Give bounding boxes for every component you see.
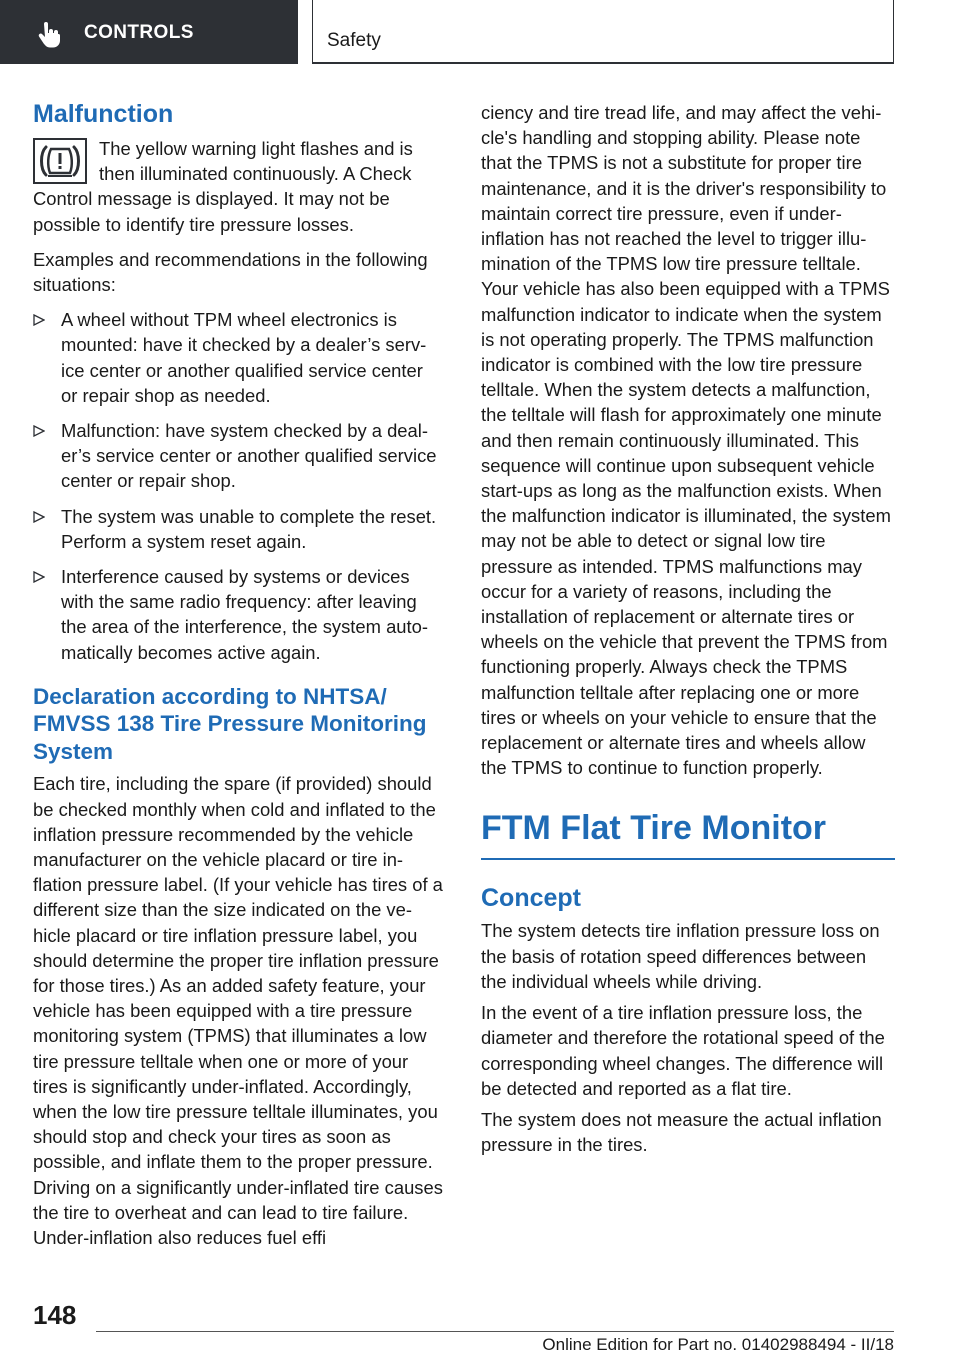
declaration-continued-text: ciency and tire tread life, and may affect the vehicle's handling and stopping ability. Please note that the TPMS is not a substitute for proper tire maintenance, and it is the driver's responsibility to maintain correct tire pressure, even if under-inflation has not reached the level to trigger illumination of the TPMS low tire pressure telltale. Your vehicle has also been equipped with a TPMS malfunction indicator to indicate when the system is not operating properly. The TPMS malfunction indicator is combined with the low tire pressure telltale. When the system detects a malfunction, the telltale will flash for approximately one minute and then remain continuously illuminated. This sequence will continue upon subsequent vehicle start-ups as long as the malfunction exists. When the malfunction indicator is illuminated, the system may not be able to detect or signal low tire pressure as intended. TPMS malfunctions may occur for a variety of reasons, including the installation of replacement or alternate tires or wheels on the vehicle that prevent the TPMS from functioning properly. Always check the TPMS malfunction telltale after replacing one or more tires or wheels on your vehicle to ensure that the replacement or alternate tires and wheels allow the TPMS to continue to function properly. — [481, 102, 891, 779]
header-section-tab — [0, 0, 298, 64]
tire-pressure-warning-icon — [33, 138, 87, 184]
list-item: The system was unable to complete the reset. Perform a system reset again. — [33, 504, 443, 554]
declaration-heading: Declaration according to NHTSA/ FMVSS 138 Tire Pressure Monitoring System — [33, 683, 427, 764]
list-item: Malfunction: have system checked by a dealer’s service center or another qualified service center or repair shop. — [33, 418, 443, 494]
malfunction-heading: Malfunction — [33, 100, 174, 128]
concept-paragraph-2: In the event of a tire inflation pressure loss, the diameter and therefore the rotational speed of the corresponding wheel changes. The difference will be detected and reported as a flat tire. — [481, 1002, 885, 1099]
triangle-bullet-icon — [33, 571, 45, 583]
triangle-bullet-icon — [33, 511, 45, 523]
page-number: 148 — [33, 1300, 77, 1330]
examples-text: Examples and recommendations in the following situations: — [33, 248, 428, 296]
concept-heading: Concept — [481, 884, 581, 913]
section-title: CONTROLS — [84, 22, 194, 43]
hand-pointer-icon — [38, 22, 62, 48]
concept-paragraph-1: The system detects tire inflation pressure loss on the basis of rotation speed differences between the individual wheels while driving. — [481, 920, 880, 992]
chapter-title: Safety — [327, 30, 381, 51]
malfunction-block — [33, 136, 443, 237]
header-chapter-tab — [312, 0, 894, 64]
list-item: Interference caused by systems or devices with the same radio frequency: after leaving the area of the interference, the system automatically becomes active again. — [33, 564, 443, 665]
declaration-text: Each tire, including the spare (if provided) should be checked monthly when cold and inflated to the inflation pressure recommended by the vehicle manufacturer on the vehicle placard or tire inflation pressure label. (If your vehicle has tires of a different size than the size indicated on the vehicle placard or tire inflation pressure label, you should determine the proper tire inflation pressure for those tires.) As an added safety feature, your vehicle has been equipped with a tire pressure monitoring system (TPMS) that illuminates a low tire pressure telltale when one or more of your tires is significantly under-inflated. Accordingly, when the low tire pressure telltale illuminates, you should stop and check your tires as soon as possible, and inflate them to the proper pressure. Driving on a significantly under-inflated tire causes the tire to overheat and can lead to tire failure. Under-inflation also reduces fuel effi — [33, 773, 443, 1249]
triangle-bullet-icon — [33, 425, 45, 437]
right-column — [481, 100, 895, 1157]
footer-edition: Online Edition for Part no. 01402988494 - II/18 — [542, 1335, 894, 1354]
malfunction-text: The yellow warning light flashes and is then illuminated continuously. A Check Control message is displayed. It may not be possible to identify tire pressure losses. — [33, 138, 413, 235]
triangle-bullet-icon — [33, 314, 45, 326]
list-item: A wheel without TPM wheel electronics is mounted: have it checked by a dealer’s service center or another qualified service center or repair shop as needed. — [33, 307, 443, 408]
concept-paragraph-3: The system does not measure the actual inflation pressure in the tires. — [481, 1108, 882, 1156]
footer-divider — [96, 1331, 894, 1332]
ftm-title: FTM Flat Tire Monitor — [481, 808, 895, 860]
left-column — [33, 100, 443, 1250]
